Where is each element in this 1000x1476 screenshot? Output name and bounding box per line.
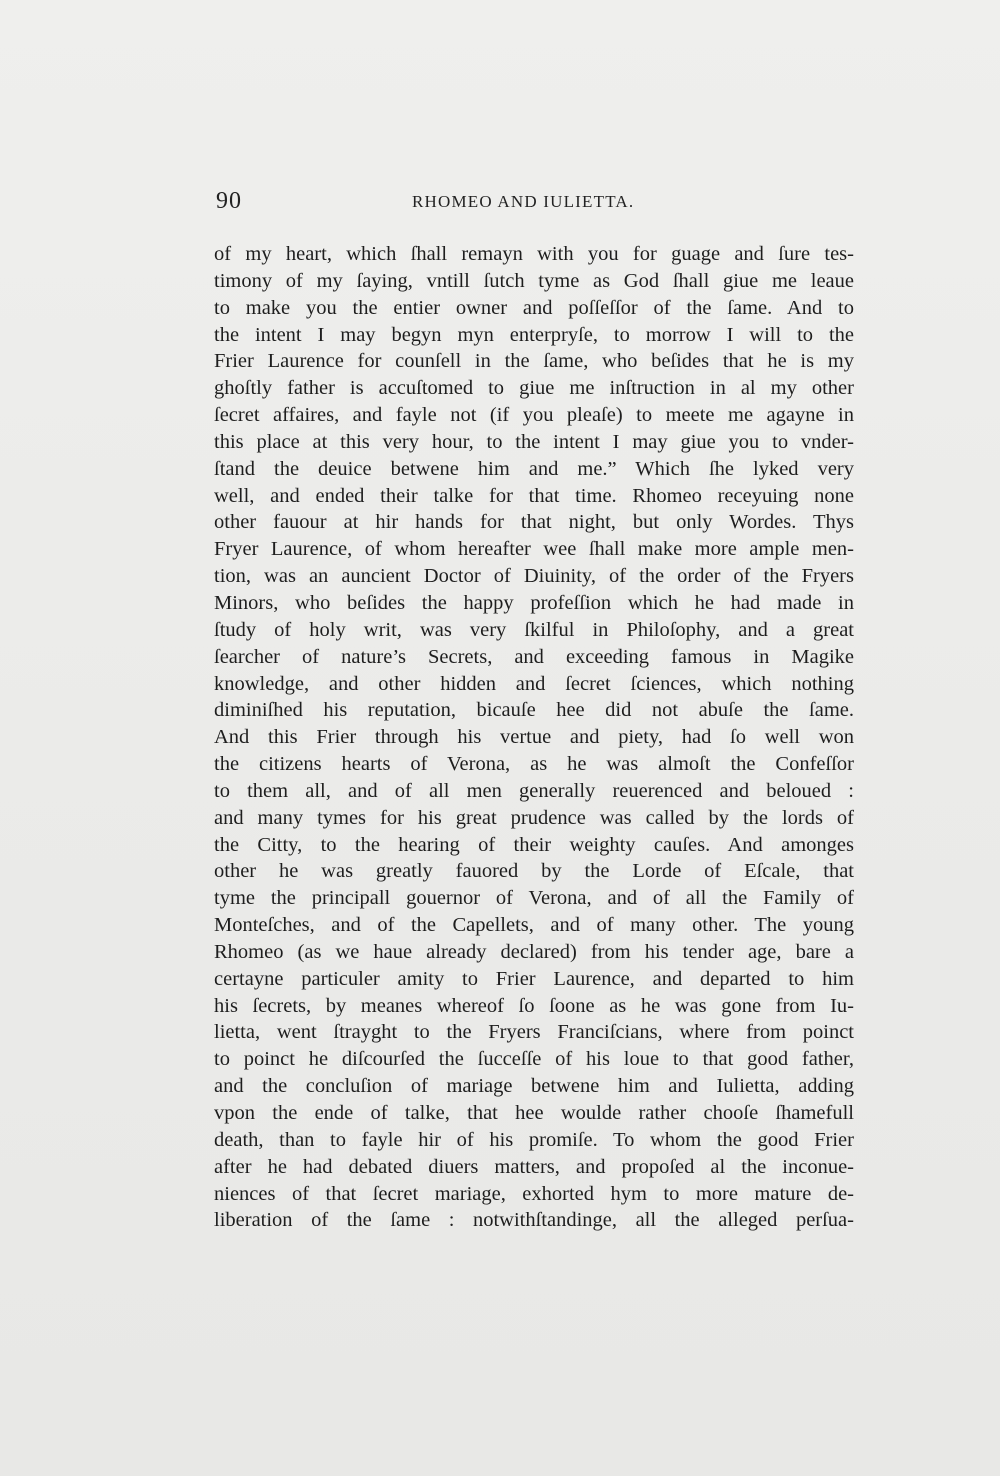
text-line: Rhomeo (as we haue already declared) from his tender age, bare a	[214, 940, 854, 963]
text-line: the citizens hearts of Verona, as he was almoſt the Confeſſor	[214, 753, 854, 776]
text-line: ſecret affaires, and fayle not (if you pleaſe) to meete me agayne in	[214, 404, 854, 427]
text-line: Fryer Laurence, of whom hereafter wee ſhall make more ample men-	[214, 538, 854, 561]
text-line: tion, was an auncient Doctor of Diuinity, of the order of the Fryers	[214, 565, 854, 588]
page-header	[216, 188, 856, 218]
text-line: his ſecrets, by meanes whereof ſo ſoone as he was gone from Iu-	[214, 994, 854, 1017]
text-line: certayne particuler amity to Frier Laurence, and departed to him	[214, 967, 854, 990]
text-line: liberation of the ſame : notwithſtandinge, all the alleged perſua-	[214, 1209, 854, 1232]
text-line: this place at this very hour, to the intent I may giue you to vnder-	[214, 430, 854, 453]
text-line: timony of my ſaying, vntill ſutch tyme as God ſhall giue me leaue	[214, 269, 854, 292]
text-line: Minors, who beſides the happy profeſſion which he had made in	[214, 591, 854, 614]
text-line: well, and ended their talke for that time. Rhomeo receyuing none	[214, 484, 854, 507]
text-line: ſearcher of nature’s Secrets, and exceeding famous in Magike	[214, 645, 854, 668]
text-line: death, than to fayle hir of his promiſe. To whom the good Frier	[214, 1128, 854, 1151]
text-line: and many tymes for his great prudence was called by the lords of	[214, 806, 854, 829]
text-line: the intent I may begyn myn enterpryſe, to morrow I will to the	[214, 323, 854, 346]
text-line: other he was greatly fauored by the Lorde of Eſcale, that	[214, 860, 854, 883]
text-line: knowledge, and other hidden and ſecret ſciences, which nothing	[214, 672, 854, 695]
text-line: the Citty, to the hearing of their weighty cauſes. And amonges	[214, 833, 854, 856]
text-line: And this Frier through his vertue and piety, had ſo well won	[214, 726, 854, 749]
text-line: to them all, and of all men generally reuerenced and beloued :	[214, 779, 854, 802]
text-line: after he had debated diuers matters, and propoſed al the inconue-	[214, 1155, 854, 1178]
running-title: RHOMEO AND IULIETTA.	[412, 192, 635, 211]
text-line: lietta, went ſtrayght to the Fryers Franciſcians, where from poinct	[214, 1021, 854, 1044]
text-line: of my heart, which ſhall remayn with you for guage and ſure tes-	[214, 243, 854, 265]
page-number: 90	[216, 188, 242, 214]
text-line: ghoſtly father is accuſtomed to giue me inſtruction in al my other	[214, 377, 854, 400]
text-line: other fauour at hir hands for that night, but only Wordes. Thys	[214, 511, 854, 534]
body-text	[214, 241, 854, 1234]
text-line: niences of that ſecret mariage, exhorted hym to more mature de-	[214, 1182, 854, 1205]
text-line: to make you the entier owner and poſſeſſor of the ſame. And to	[214, 296, 854, 319]
text-line: ſtand the deuice betwene him and me.” Which ſhe lyked very	[214, 457, 854, 480]
text-line: ſtudy of holy writ, was very ſkilful in Philoſophy, and a great	[214, 618, 854, 641]
text-line: Monteſches, and of the Capellets, and of many other. The young	[214, 914, 854, 937]
text-line: vpon the ende of talke, that hee woulde rather chooſe ſhamefull	[214, 1102, 854, 1124]
text-line: to poinct he diſcourſed the ſucceſſe of his loue to that good father,	[214, 1048, 854, 1071]
text-line: tyme the principall gouernor of Verona, and of all the Family of	[214, 887, 854, 910]
text-line: diminiſhed his reputation, bicauſe hee did not abuſe the ſame.	[214, 699, 854, 722]
text-line: Frier Laurence for counſell in the ſame, who beſides that he is my	[214, 350, 854, 373]
text-line: and the concluſion of mariage betwene him and Iulietta, adding	[214, 1075, 854, 1098]
